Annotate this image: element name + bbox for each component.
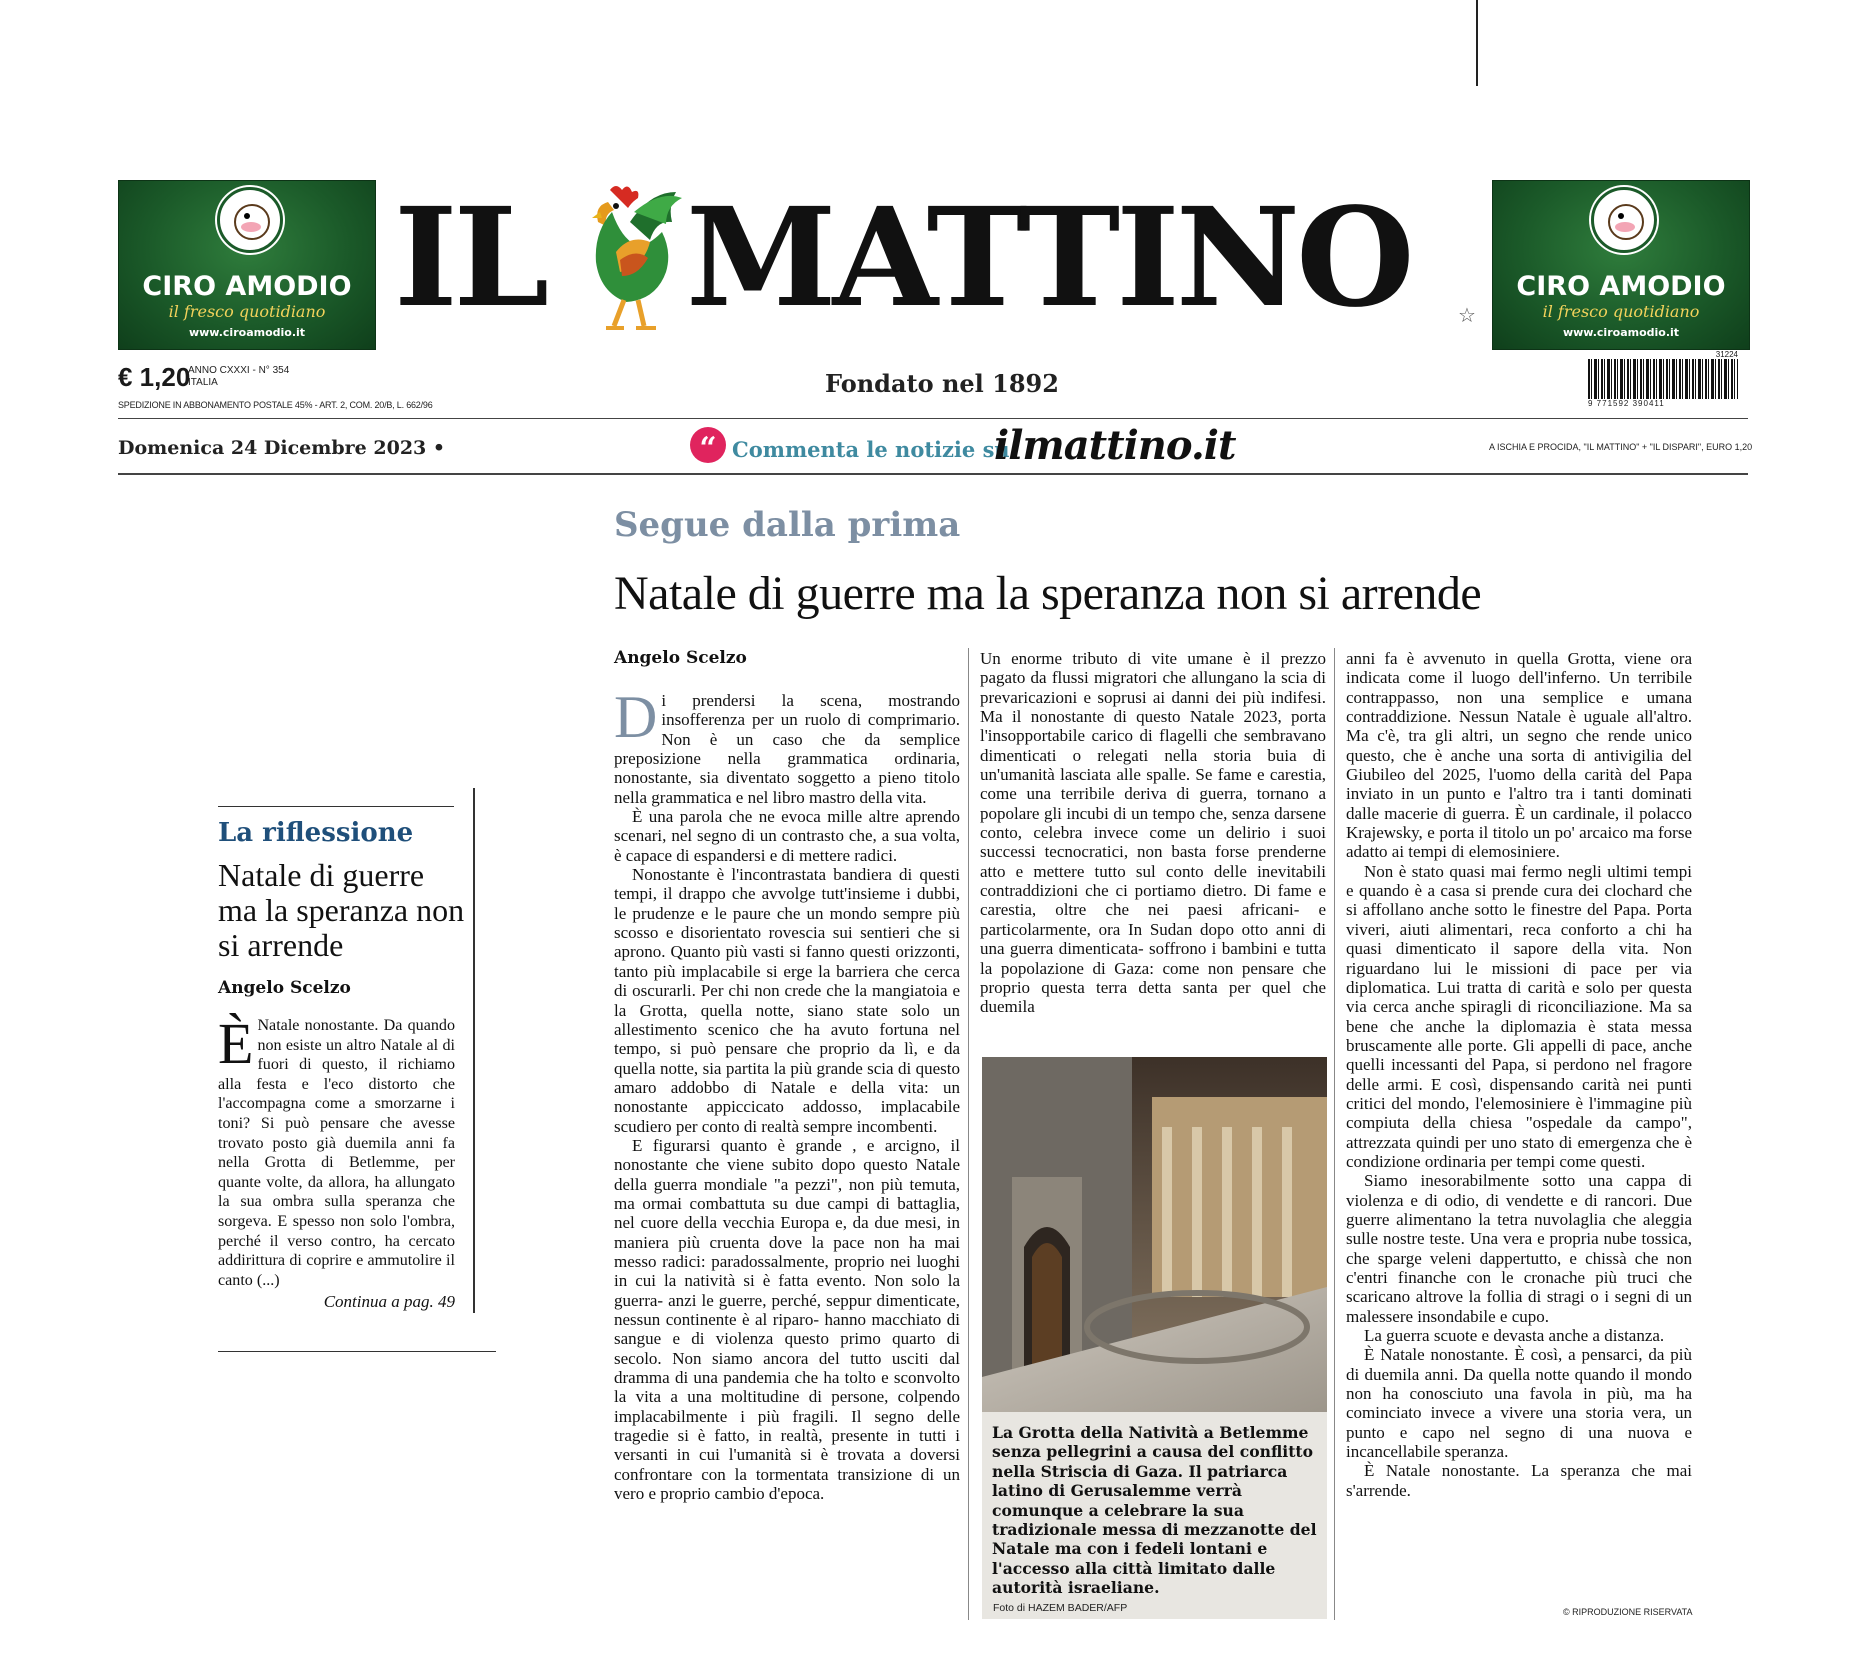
paragraph: La guerra scuote e devasta anche a distanza. (1364, 1326, 1665, 1346)
sidebar-vertical-rule (473, 788, 475, 1313)
ad-url: www.ciroamodio.it (1562, 326, 1680, 339)
masthead-il: IL (394, 178, 546, 338)
paragraph: Un enorme tributo di vite umane è il prezzo pagato da flussi migratori che allungano la scia di prevaricazioni e soprusi ai danni dei più indifesi. Ma il nonostante di questo Natale 2023, porta l'insopportabile carico di flagelli che sembravano dimenticati o relegati nella storia buia di un'umanità lasciata alle spalle. Se fame e carestia, come una terribile deriva di guerra, tornano a popolare gli incubi di un tempo che, senza darsene conto, celebra invece come un delirio i suoi successi tecnocratici, non basta forse prenderne atto e mettere tutto sul conto delle inevitabili contraddizioni che ci portiamo dietro. Di fame e carestia, oltre che nei paesi africani- e particolarmente, ora In Sudan dopo otto anni di una guerra dimenticata- soffrono i bambini e tutta la popolazione di Gaza: come non pensare che proprio questa terra detta santa per quel che duemila (980, 649, 1326, 1017)
anno-line: ANNO CXXXI - N° 354 (188, 365, 290, 376)
cow-icon (234, 204, 270, 240)
paragraph: È Natale nonostante. È così, a pensarci, da più di duemila anni. Da quella notte quando il mondo non ha conosciuto una favola in più, ma ha cominciato invece a vivere una storia vera, un punto e capo nel segno di una nuova e incancellabile speranza. (1346, 1345, 1692, 1462)
paragraph (614, 684, 960, 807)
barcode (1588, 350, 1738, 408)
country-line: ITALIA (188, 377, 218, 388)
founded-line: Fondato nel 1892 (825, 369, 1059, 398)
article-column-1 (614, 684, 960, 1504)
article-headline: Natale di guerre ma la speranza non si arrende (614, 567, 1482, 620)
paragraph: Siamo inesorabilmente sotto una cappa di violenza e di odio, di vendette e di rancori. Due guerre alimentano la tetra nuvolaglia che aleggia sulle nostre teste. Una vera e propria nube tossica, che sparge veleni dappertutto, e chissà che non c'entri finanche con le cronache più truci che scaricano altrove la follia di stragi o i segni di un malessere insondabile e cupo. (1346, 1171, 1692, 1326)
column-divider (968, 648, 969, 1620)
column-divider (1334, 648, 1335, 1620)
sidebar-body (218, 1011, 455, 1290)
masthead-mattino: MATTINO (686, 178, 1411, 338)
top-rule (1476, 0, 1478, 86)
site-link[interactable]: ilmattino.it (994, 422, 1236, 469)
issue-date: Domenica 24 Dicembre 2023 • (118, 437, 446, 459)
barcode-issue-code: 31224 (1715, 350, 1738, 359)
barcode-bars (1588, 359, 1738, 399)
comment-bubble-icon: “ (690, 427, 726, 463)
paragraph-text: i prendersi la scena, mostrando insofferenza per un ruolo di comprimario. Non è un caso che da semplice preposizione nella grammatica ordinaria, nonostante, sia diventato soggetto a pieno titolo nella grammatica e nel libro mastro della vita. (614, 691, 960, 807)
ad-ciro-amodio-right[interactable] (1492, 180, 1750, 350)
sidebar-dropcap: È (218, 1011, 254, 1076)
sidebar-rule-top (218, 806, 454, 807)
sidebar-text: Natale nonostante. Da quando non esiste un altro Natale al di fuori di questo, il richiamo alla festa e l'eco distorto che l'accompagna come a smorzarne i toni? Si può pensare che avesse trovato posto già duemila anni fa nella Grotta di Betlemme, per quante volte, da allora, ha allungato la sua ombra sulla speranza che sorgeva. E spesso non solo l'ombra, perché il verso contro, ha cercato addirittura di coprire e ammutolire il canto (...) (218, 1017, 455, 1289)
ad-brand: CIRO AMODIO (142, 271, 352, 302)
article-column-3 (1346, 649, 1692, 1500)
price: € 1,20 (118, 362, 191, 392)
paragraph: Non è stato quasi mai fermo negli ultimi tempi e quando è a casa si prende cura dei clochard che si affollano anche sotto le finestre del Papa. Porta viveri, aiuti alimentari, reca conforto a chi ha quasi dimenticato il sapore della vita. Non riguardano lui le missioni di pace per via diplomatica. Lui tratta di carità e solo per questa via cerca anche spiragli di riconciliazione. Ma sa bene che anche la diplomazia è stata messa bruscamente alle porte. Gli appelli di pace, anche quelli incessanti del Papa, si perdono nel fragore delle armi. E così, dispensando carità nei punti critici del mondo, l'elemosiniere è l'immagine più compiuta della chiesa "ospedale da campo", attrezzata quindi per uno stato di emergenza che è condizione ordinaria per tempi come questi. (1346, 861, 1692, 1171)
comment-prompt: Commenta le notizie su (732, 437, 1010, 462)
article-column-2 (980, 649, 1326, 1017)
paragraph: È Natale nonostante. La speranza che mai s'arrende. (1346, 1461, 1692, 1500)
star-icon: ☆ (1458, 303, 1476, 327)
sidebar-rule-bottom (218, 1351, 496, 1352)
ad-brand: CIRO AMODIO (1516, 271, 1726, 302)
copyright-note: © RIPRODUZIONE RISERVATA (1563, 1607, 1693, 1617)
dairy-badge-icon (217, 187, 283, 253)
cow-icon (1608, 204, 1644, 240)
postal-info: SPEDIZIONE IN ABBONAMENTO POSTALE 45% - ART. 2, COM. 20/B, L. 662/96 (118, 400, 433, 410)
barcode-numbers: 9 771592 390411 (1588, 399, 1665, 408)
ad-url: www.ciroamodio.it (188, 326, 306, 339)
rooster-logo-icon (560, 182, 690, 338)
sidebar-continue-link[interactable]: Continua a pag. 49 (323, 1292, 455, 1311)
photo-credit: Foto di HAZEM BADER/AFP (993, 1602, 1128, 1614)
sidebar-author: Angelo Scelzo (218, 978, 351, 998)
dairy-badge-icon (1591, 187, 1657, 253)
photo-caption: La Grotta della Natività a Betlemme senza pellegrini a causa del conflitto nella Striscia di Gaza. Il patriarca latino di Gerusalemme verrà comunque a celebrare la sua tradizionale messa di mezzanotte del Natale ma con i fedeli lontani e l'accesso alla città limitato dalle autorità israeliane. (992, 1423, 1317, 1598)
article-dropcap: D (614, 684, 658, 750)
ad-slogan: il fresco quotidiano (168, 302, 326, 321)
article-author: Angelo Scelzo (614, 648, 747, 668)
paragraph: E figurarsi quanto è grande , e arcigno, il nonostante che viene subito dopo questo Natale della guerra mondiale "a pezzi", non più temuta, ma ormai combattuta su due campi di battaglia, nel cuore della vecchia Europa e, da due mesi, in maniera più cruenta dove la pace non ha mai messo radici: paradossalmente, proprio nei luoghi in cui la natività si è fatta evento. Non solo la guerra- anzi le guerre, perché, seppur dimenticate, nessun continente è al riparo- hanno macchiato di sangue e di violenza questo primo quarto di secolo. Non siamo ancora del tutto usciti dal dramma di una pandemia che ha tolto e sconvolto la vita a una moltitudine di persone, colpendo implacabilmente i più fragili. Il segno delle tragedie si è fatto, in realtà, presente in tutti i versanti in cui l'umanità si è trovata a doversi confrontare con la tormentata transizione di un vero e proprio cambio d'epoca. (614, 1135, 960, 1504)
regional-price-note: A ISCHIA E PROCIDA, "IL MATTINO" + "IL DISPARI", EURO 1,20 (1489, 442, 1753, 452)
header-rule-bottom (118, 473, 1748, 475)
sidebar-title: Natale di guerre ma la speranza non si arrende (218, 857, 465, 963)
photo-illustration (982, 1057, 1327, 1412)
paragraph: Nonostante è l'incontrastata bandiera di questi tempi, il drappo che avvolge tutt'insieme i dubbi, le prudenze e le paure che un mondo sempre più scosso e disorientato rovescia sui sentieri che si aprono. Quanto più vasti si fanno questi orizzonti, tanto più implacabile si erge la barriera che cerca di oscurarli. Per chi non crede che la mangiatoia e la Grotta, quella notte, siano state solo un allestimento scenico che ha avuto fortuna nel tempo, si può pensare che proprio da lì, e da quella notte, sia partita la più grande scia di questo amaro addobbo di Natale e della vita: un nonostante appiccicato addosso, implacabile scudiero per conto di realtà sempre incombenti. (614, 865, 960, 1136)
ad-slogan: il fresco quotidiano (1542, 302, 1700, 321)
sidebar-kicker: La riflessione (218, 818, 414, 848)
nativity-grotto-photo (982, 1057, 1327, 1412)
article-kicker: Segue dalla prima (614, 505, 961, 545)
paragraph: anni fa è avvenuto in quella Grotta, viene ora indicata come il luogo dell'inferno. Un terribile contrappasso, non una semplice e umana contraddizione. Nessun Natale è uguale all'altro. Ma c'è, tra gli altri, un segno che rende unico questo, che è anche una sorta di antivigilia del Giubileo del 2025, l'uomo della carità del Papa inviato in un punto e l'altro tra i tanti dominati dalle macerie di guerra. È un cardinale, il polacco Krajewsky, e porta il titolo un po' arcaico ma forse adatto ai tempi di elemosiniere. (1346, 649, 1692, 862)
paragraph: È una parola che ne evoca mille altre aprendo scenari, nel segno di un contrasto che, a sua volta, è capace di espandersi e di mettere radici. (614, 807, 960, 865)
ad-ciro-amodio-left[interactable] (118, 180, 376, 350)
issue-number (188, 365, 289, 389)
header-rule-top (118, 418, 1748, 419)
